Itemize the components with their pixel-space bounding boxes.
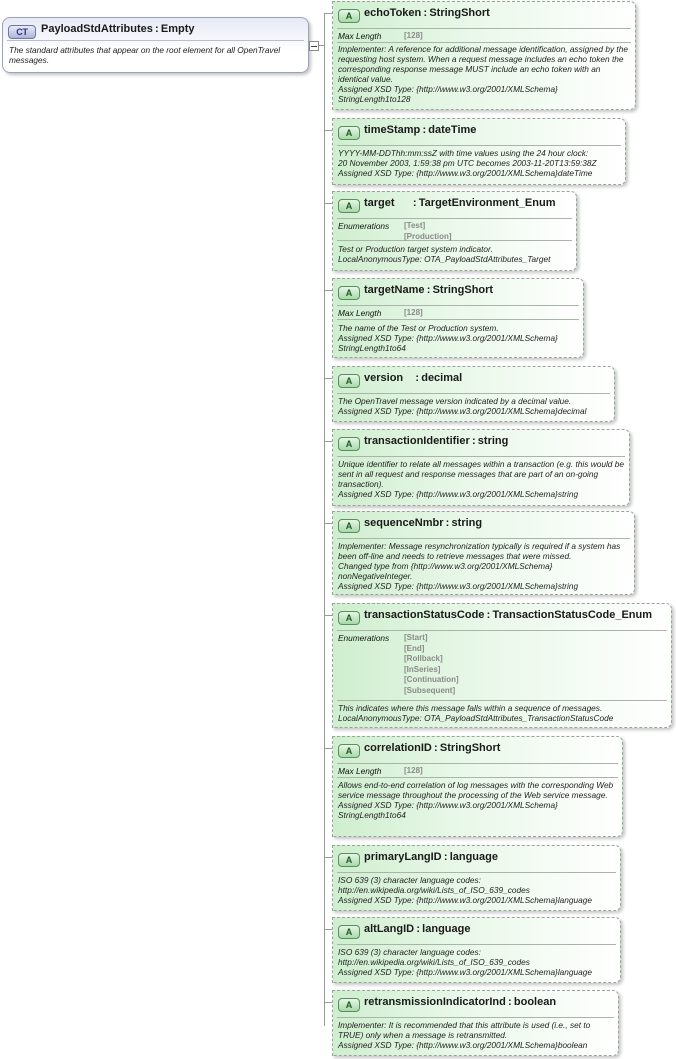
- divider: [337, 28, 631, 29]
- attribute-title: transactionStatusCode : TransactionStatusCode_Enum: [364, 609, 653, 621]
- divider: [337, 42, 631, 43]
- attribute-box[interactable]: [332, 366, 615, 422]
- complex-type-box[interactable]: [2, 17, 309, 73]
- attribute-box[interactable]: [332, 736, 623, 837]
- divider: [7, 40, 304, 41]
- facet-label: Max Length: [338, 766, 382, 776]
- attribute-title: sequenceNmbr : string: [364, 517, 483, 529]
- divider: [337, 319, 579, 320]
- divider: [337, 763, 618, 764]
- attribute-box[interactable]: [332, 191, 577, 271]
- attribute-description: Allows end-to-end correlation of log messages with the corresponding Web service message throughout the processing of the Web service message. Assigned XSD Type: {http://www.w3.org/2001/XMLSchema} StringLength1to64: [338, 780, 614, 820]
- attribute-title: version : decimal: [364, 372, 463, 384]
- divider: [337, 393, 610, 394]
- divider: [337, 1017, 614, 1018]
- attribute-description: ISO 639 (3) character language codes: http://en.wikipedia.org/wiki/Lists_of_ISO_639_codes Assigned XSD Type: {http://www.w3.org/2001/XMLSchema}language: [338, 875, 592, 905]
- divider: [337, 456, 625, 457]
- attribute-title: retransmissionIndicatorInd : boolean: [364, 996, 557, 1008]
- branch-line: [324, 748, 332, 749]
- attribute-description: Test or Production target system indicator. LocalAnonymousType: OTA_PayloadStdAttributes_Target: [338, 244, 551, 264]
- attribute-box[interactable]: [332, 1, 636, 110]
- divider: [337, 305, 579, 306]
- attribute-title: targetName : StringShort: [364, 284, 494, 296]
- branch-line: [324, 857, 332, 858]
- branch-line: [324, 203, 332, 204]
- attribute-description: Implementer: It is recommended that this attribute is used (i.e., set to TRUE) only when a message is retransmitted. Assigned XSD Type: {http://www.w3.org/2001/XMLSchema}boolean: [338, 1020, 591, 1050]
- attribute-box[interactable]: [332, 429, 630, 506]
- attribute-badge: A: [338, 199, 360, 213]
- attribute-box[interactable]: [332, 511, 635, 595]
- complex-type-badge: CT: [8, 25, 36, 39]
- facet-value: [128]: [404, 766, 423, 775]
- attribute-badge: A: [338, 286, 360, 300]
- branch-line: [324, 13, 332, 14]
- divider: [337, 700, 667, 701]
- facet-label: Enumerations: [338, 221, 390, 231]
- attribute-title: correlationID : StringShort: [364, 742, 501, 754]
- facet-value: [Test]: [404, 221, 426, 230]
- attribute-badge: A: [338, 998, 360, 1012]
- divider: [337, 872, 616, 873]
- attribute-badge: A: [338, 853, 360, 867]
- facet-value: [Subsequent]: [404, 685, 456, 695]
- facet-value: [InSeries]: [404, 664, 441, 674]
- attribute-description: YYYY-MM-DDThh:mm:ssZ with time values using the 24 hour clock: 20 November 2003, 1:59:38 pm UTC becomes 2003-11-20T13:59:38Z Assigned XSD Type: {http://www.w3.org/2001/XMLSchema}dateTime: [338, 148, 597, 178]
- attribute-box[interactable]: [332, 118, 626, 185]
- attribute-description: ISO 639 (3) character language codes: http://en.wikipedia.org/wiki/Lists_of_ISO_639_codes Assigned XSD Type: {http://www.w3.org/2001/XMLSchema}language: [338, 947, 592, 977]
- attribute-title: transactionIdentifier : string: [364, 435, 509, 447]
- facet-value: [Continuation]: [404, 675, 459, 684]
- attribute-badge: A: [338, 374, 360, 388]
- complex-type-description: The standard attributes that appear on the root element for all OpenTravel messages.: [9, 45, 281, 65]
- divider: [337, 630, 667, 631]
- attribute-badge: A: [338, 437, 360, 451]
- attribute-box[interactable]: [332, 603, 672, 728]
- branch-line: [324, 290, 332, 291]
- attribute-badge: A: [338, 611, 360, 625]
- divider: [337, 944, 616, 945]
- branch-line: [324, 130, 332, 131]
- attribute-badge: A: [338, 925, 360, 939]
- branch-line: [324, 929, 332, 930]
- divider: [337, 777, 618, 778]
- attribute-box[interactable]: [332, 917, 621, 983]
- divider: [337, 218, 572, 219]
- attribute-badge: A: [338, 126, 360, 140]
- branch-line: [324, 378, 332, 379]
- attribute-description: Unique identifier to relate all messages within a transaction (e.g. this would be sent in all request and response messages that are part of an on-going transaction). Assigned XSD Type: {http://www.w3.org/2001/XMLSchema}string: [338, 459, 624, 499]
- attribute-box[interactable]: [332, 990, 619, 1056]
- attribute-description: Implementer: Message resynchronization typically is required if a system has been off-line and needs to retrieve messages that were missed. Changed type from {http://www.w3.org/2001/XMLSchema} nonNegativeInteger. Assigned XSD Type: {http://www.w3.org/2001/XMLSchema}string: [338, 541, 621, 591]
- attribute-title: target : TargetEnvironment_Enum: [364, 197, 556, 209]
- collapse-toggle-icon[interactable]: [309, 41, 319, 51]
- attribute-box[interactable]: [332, 845, 621, 911]
- facet-value: [128]: [404, 31, 423, 40]
- facet-label: Max Length: [338, 31, 382, 41]
- divider: [337, 240, 572, 241]
- facet-value: [128]: [404, 308, 423, 317]
- attribute-box[interactable]: [332, 278, 584, 358]
- divider: [337, 145, 621, 146]
- facet-value: [Production]: [404, 231, 452, 241]
- divider: [337, 538, 630, 539]
- facet-value: [End]: [404, 643, 425, 653]
- facet-label: Enumerations: [338, 633, 390, 643]
- attribute-description: Implementer: A reference for additional message identification, assigned by the requesting host system. When a request message includes an echo token the corresponding response message MUST include an echo token with an identical value. Assigned XSD Type: {http://www.w3.org/2001/XMLSchema} StringLength1to128: [338, 44, 628, 104]
- attribute-title: echoToken : StringShort: [364, 7, 490, 19]
- branch-line: [324, 615, 332, 616]
- attribute-title: timeStamp : dateTime: [364, 124, 477, 136]
- facet-label: Max Length: [338, 308, 382, 318]
- attribute-badge: A: [338, 519, 360, 533]
- complex-type-title: PayloadStdAttributes : Empty: [41, 23, 195, 35]
- facet-value: [Rollback]: [404, 654, 443, 663]
- tree-trunk-line: [324, 14, 325, 1026]
- branch-line: [324, 523, 332, 524]
- attribute-description: The name of the Test or Production system. Assigned XSD Type: {http://www.w3.org/2001/XMLSchema} StringLength1to64: [338, 323, 558, 353]
- facet-value: [Start]: [404, 633, 428, 642]
- attribute-badge: A: [338, 9, 360, 23]
- attribute-description: The OpenTravel message version indicated by a decimal value. Assigned XSD Type: {http://www.w3.org/2001/XMLSchema}decimal: [338, 396, 587, 416]
- branch-line: [324, 1002, 332, 1003]
- attribute-title: altLangID : language: [364, 923, 471, 935]
- attribute-description: This indicates where this message falls within a sequence of messages. LocalAnonymousType: OTA_PayloadStdAttributes_TransactionStatusCode: [338, 703, 614, 723]
- attribute-badge: A: [338, 744, 360, 758]
- attribute-title: primaryLangID : language: [364, 851, 498, 863]
- branch-line: [324, 441, 332, 442]
